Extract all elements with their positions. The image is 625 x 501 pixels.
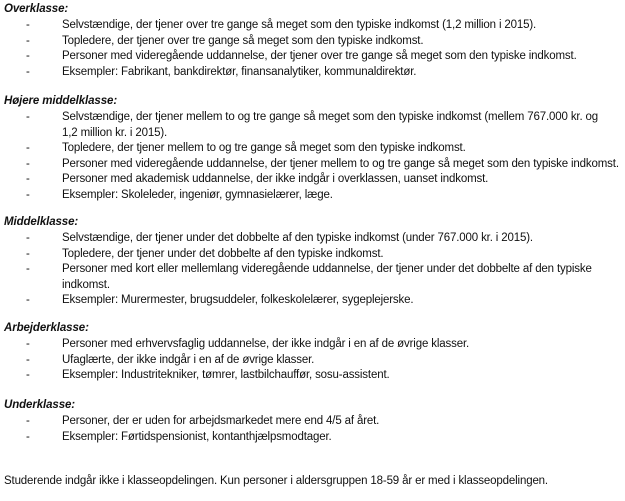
list-item-text: Personer med videregående uddannelse, der tjener over tre gange så meget som den typiske indkomst. bbox=[62, 50, 577, 62]
list-item bbox=[4, 110, 624, 141]
list-item-text: Personer med kort eller mellemlang videregående uddannelse, der tjener under det dobbelte af den typiske indkomst. bbox=[62, 263, 592, 291]
list-item bbox=[4, 157, 624, 173]
list-item bbox=[4, 65, 624, 81]
bullet-dash: - bbox=[26, 247, 30, 260]
list-item bbox=[4, 34, 624, 50]
list-item bbox=[4, 430, 624, 446]
section-heading: Underklasse: bbox=[4, 399, 76, 411]
list-item-text: Selvstændige, der tjener over tre gange så meget som den typiske indkomst (1,2 million i 2015). bbox=[62, 19, 537, 31]
list-item-text: Selvstændige, der tjener mellem to og tre gange så meget som den typiske indkomst (mellem 767.000 kr. og 1,2 million kr. i 2015). bbox=[62, 111, 599, 139]
section-heading: Overklasse: bbox=[4, 3, 69, 15]
list-item-text: Eksempler: Fabrikant, bankdirektør, finansanalytiker, kommunaldirektør. bbox=[62, 65, 417, 78]
bullet-dash: - bbox=[26, 232, 30, 244]
list-item-text: Ufaglærte, der ikke indgår i en af de øvrige klasser. bbox=[62, 353, 315, 366]
list-item-text: Eksempler: Skoleleder, ingeniør, gymnasielærer, læge. bbox=[62, 188, 333, 201]
bullet-dash: - bbox=[26, 294, 30, 306]
footer-note: Studerende indgår ikke i klasseopdelingen. Kun personer i aldersgruppen 18-59 år er med i klasseopdelingen. bbox=[4, 475, 548, 487]
list-item bbox=[4, 353, 624, 369]
bullet-dash: - bbox=[26, 415, 30, 427]
list-item-text: Topledere, der tjener under det dobbelte af den typiske indkomst. bbox=[62, 247, 384, 260]
bullet-dash: - bbox=[26, 157, 30, 170]
list-item bbox=[4, 188, 624, 204]
bullet-dash: - bbox=[26, 430, 30, 443]
list-item bbox=[4, 293, 624, 309]
list-item-text: Personer, der er uden for arbejdsmarkedet mere end 4/5 af året. bbox=[62, 415, 380, 427]
bullet-dash: - bbox=[26, 173, 30, 185]
bullet-dash: - bbox=[26, 353, 30, 366]
list-item-text: Eksempler: Førtidspensionist, kontanthjælpsmodtager. bbox=[62, 430, 332, 443]
bullet-dash: - bbox=[26, 34, 30, 47]
list-item-text: Topledere, der tjener mellem to og tre gange så meget som den typiske indkomst. bbox=[62, 142, 466, 154]
section-heading: Arbejderklasse: bbox=[4, 322, 89, 334]
section-underklasse bbox=[4, 398, 624, 445]
list-item-text: Personer med erhvervsfaglig uddannelse, der ikke indgår i en af de øvrige klasser. bbox=[62, 338, 470, 350]
list-item bbox=[4, 337, 624, 353]
bullet-dash: - bbox=[26, 19, 30, 31]
section-middelklasse bbox=[4, 215, 624, 309]
list-item bbox=[4, 231, 624, 247]
list-item bbox=[4, 18, 624, 34]
list-item bbox=[4, 247, 624, 263]
list-item bbox=[4, 414, 624, 430]
bullet-dash: - bbox=[26, 369, 30, 381]
bullet-dash: - bbox=[26, 142, 30, 154]
section-hoejere-middelklasse bbox=[4, 94, 624, 203]
bullet-dash: - bbox=[26, 111, 30, 123]
section-overklasse bbox=[4, 2, 624, 80]
list-item bbox=[4, 49, 624, 65]
list-item-text: Eksempler: Industritekniker, tømrer, lastbilchauffør, sosu-assistent. bbox=[62, 369, 390, 381]
section-heading: Højere middelklasse: bbox=[4, 95, 118, 107]
bullet-dash: - bbox=[26, 65, 30, 78]
bullet-dash: - bbox=[26, 263, 30, 275]
section-arbejderklasse bbox=[4, 321, 624, 384]
list-item bbox=[4, 262, 624, 293]
bullet-dash: - bbox=[26, 188, 30, 201]
bullet-dash: - bbox=[26, 338, 30, 350]
list-item bbox=[4, 368, 624, 384]
section-heading: Middelklasse: bbox=[4, 216, 79, 228]
list-item-text: Eksempler: Murermester, brugsuddeler, folkeskolelærer, sygeplejerske. bbox=[62, 294, 414, 306]
bullet-dash: - bbox=[26, 50, 30, 62]
list-item-text: Personer med akademisk uddannelse, der ikke indgår i overklassen, uanset indkomst. bbox=[62, 173, 489, 185]
list-item-text: Selvstændige, der tjener under det dobbelte af den typiske indkomst (under 767.000 kr. i 2015). bbox=[62, 232, 533, 244]
list-item bbox=[4, 172, 624, 188]
list-item bbox=[4, 141, 624, 157]
list-item-text: Personer med videregående uddannelse, der tjener mellem to og tre gange så meget som den typiske indkomst. bbox=[62, 157, 619, 170]
list-item-text: Topledere, der tjener over tre gange så meget som den typiske indkomst. bbox=[62, 34, 424, 47]
